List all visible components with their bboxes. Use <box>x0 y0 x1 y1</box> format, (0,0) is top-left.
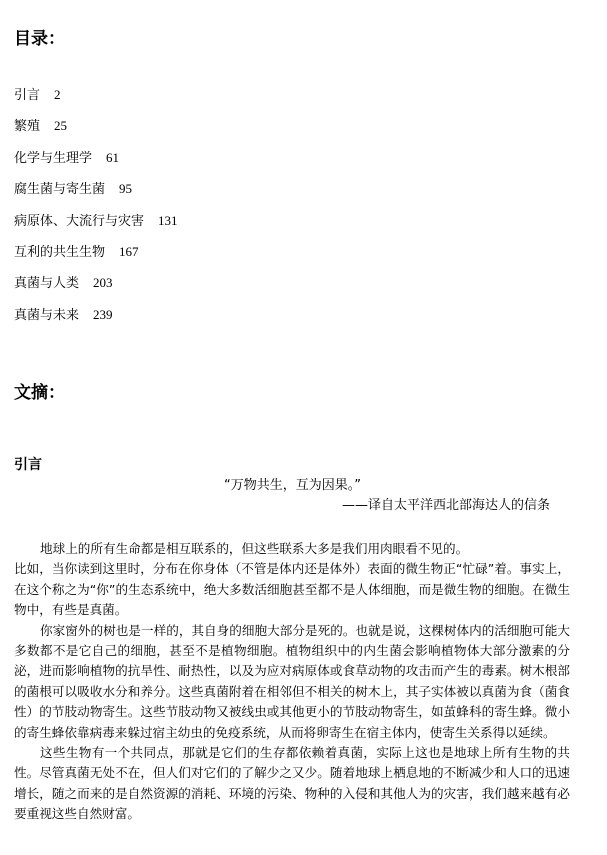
toc-item <box>14 179 178 210</box>
paragraph: 比如，当你读到这里时，分布在你身体（不管是体内还是体外）表面的微生物正“忙碌”着。事实上，在这个称之为“你”的生态系统中，绝大多数活细胞甚至都不是人体细胞，而是微生物的细胞。在微生物中，有些是真菌。 <box>14 561 570 618</box>
excerpt-heading: 文摘： <box>14 383 65 403</box>
toc-item <box>14 148 178 179</box>
toc-item-title: 繁殖 <box>14 119 41 135</box>
toc-item-title: 真菌与未来 <box>14 307 80 323</box>
toc-heading: 目录： <box>14 29 65 49</box>
toc-item <box>14 85 178 116</box>
toc-item-page: 203 <box>93 275 113 291</box>
paragraph: 这些生物有一个共同点，那就是它们的生存都依赖着真菌，实际上这也是地球上所有生物的共性。尽管真菌无处不在，但人们对它们的了解少之又少。随着地球上栖息地的不断减少和人口的迅速增长，随之而来的是自然资源的消耗、环境的污染、物种的入侵和其他人为的灾害，我们越来越有必要重视这些自然财富。 <box>14 745 570 822</box>
excerpt-body <box>14 539 570 825</box>
toc-item-title: 真菌与人类 <box>14 276 80 292</box>
toc-item <box>14 211 178 242</box>
toc-item-title: 引言 <box>14 88 41 103</box>
toc-item-title: 互利的共生生物 <box>14 244 106 260</box>
toc-item <box>14 305 178 336</box>
toc-item-page: 2 <box>54 87 61 102</box>
epigraph-quote: “万物共生，互为因果。” <box>224 478 361 493</box>
section-title: 引言 <box>14 457 42 473</box>
toc-item-page: 131 <box>158 212 178 228</box>
toc-item-page: 25 <box>54 118 68 134</box>
paragraph: 地球上的所有生命都是相互联系的，但这些联系大多是我们用肉眼看不见的。 <box>40 541 469 556</box>
toc-item-page: 167 <box>119 243 139 259</box>
paragraph: 你家窗外的树也是一样的，其自身的细胞大部分是死的。也就是说，这棵树体内的活细胞可能大多数都不是它自己的细胞，甚至不是植物细胞。植物组织中的内生菌会影响植物体大部分激素的分泌，进而影响植物的抗旱性、耐热性，以及为应对病原体或食草动物的攻击而产生的毒素。树木根部的菌根可以吸收水分和养分。这些真菌附着在相邻但不相关的树木上，其子实体被以真菌为食（菌食性）的节肢动物寄生。这些节肢动物又被线虫或其他更小的节肢动物寄生，如茧蜂科的寄生蜂。微小的寄生蜂依靠病毒来躲过宿主幼虫的免疫系统，从而将卵寄生在宿主体内，使寄生关系得以延续。 <box>14 622 570 740</box>
toc-item-title: 腐生菌与寄生菌 <box>14 182 106 198</box>
epigraph-source: ——译自太平洋西北部海达人的信条 <box>342 498 551 513</box>
toc-item <box>14 273 178 304</box>
toc-item <box>14 242 178 273</box>
toc-item-title: 病原体、大流行与灾害 <box>14 213 145 229</box>
toc-item <box>14 116 178 147</box>
table-of-contents <box>14 85 178 336</box>
toc-item-title: 化学与生理学 <box>14 150 93 166</box>
toc-item-page: 61 <box>106 149 120 165</box>
toc-item-page: 95 <box>119 181 133 197</box>
toc-item-page: 239 <box>93 306 113 322</box>
